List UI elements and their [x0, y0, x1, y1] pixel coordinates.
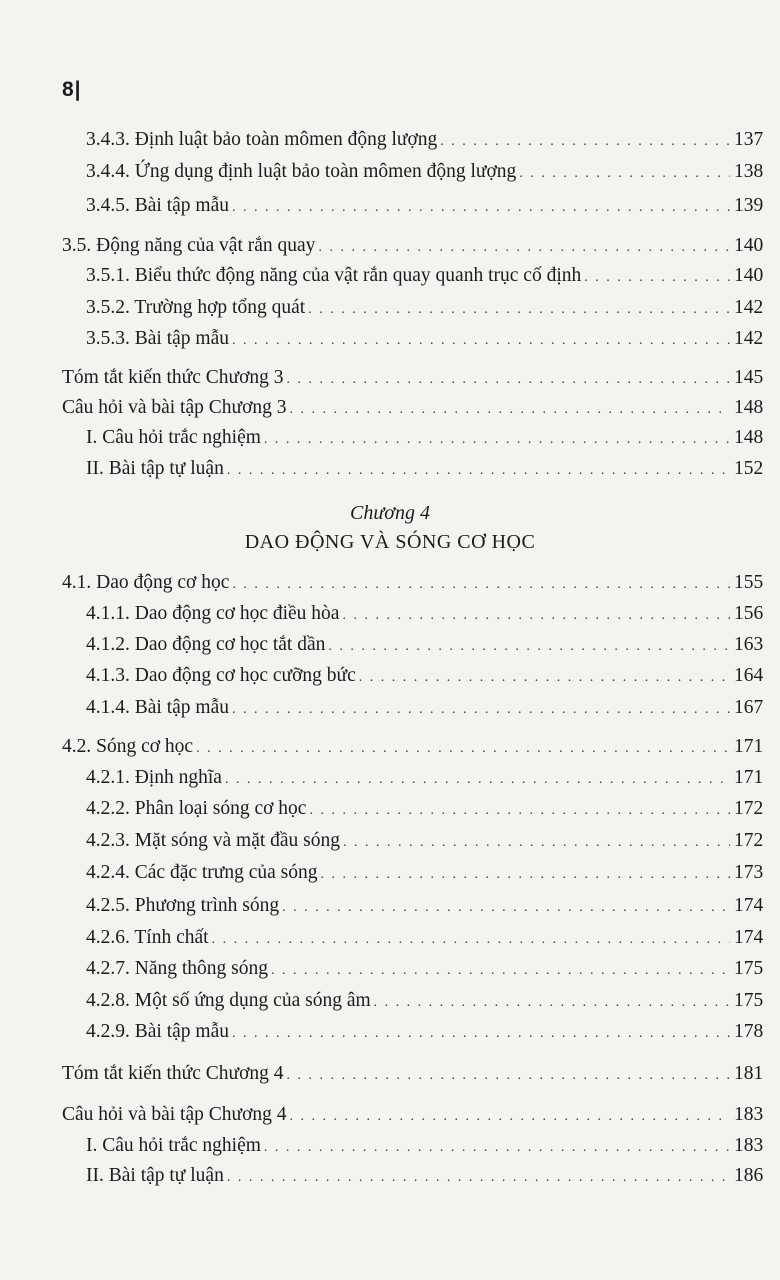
toc-entry[interactable]: [86, 426, 762, 452]
leader-dots: [264, 428, 730, 452]
toc-entry-page: 178: [734, 1021, 764, 1042]
toc-entry[interactable]: [86, 457, 762, 483]
toc-entry-page: 175: [734, 958, 764, 979]
leader-dots: [321, 863, 730, 887]
toc-entry-label: 4.1.4. Bài tập mẫu: [86, 697, 229, 718]
toc-entry[interactable]: [86, 160, 762, 186]
leader-dots: [271, 959, 730, 983]
leader-dots: [232, 329, 730, 353]
leader-dots: [227, 1166, 730, 1190]
toc-entry-page: 186: [734, 1165, 764, 1186]
leader-dots: [308, 298, 730, 322]
toc-entry-label: 4.2.2. Phân loại sóng cơ học: [86, 798, 307, 819]
leader-dots: [519, 162, 730, 186]
toc-entry[interactable]: [62, 366, 762, 392]
toc-entry-page: 183: [734, 1135, 764, 1156]
toc-entry-label: 4.2.4. Các đặc trưng của sóng: [86, 862, 318, 883]
toc-entry-page: 174: [734, 895, 764, 916]
leader-dots: [212, 928, 730, 952]
toc-entry-label: 4.2.3. Mặt sóng và mặt đầu sóng: [86, 830, 341, 851]
toc-entry-label: 4.2.1. Định nghĩa: [86, 767, 222, 788]
toc-entry[interactable]: [62, 396, 762, 422]
toc-entry[interactable]: [62, 234, 762, 260]
toc-entry[interactable]: [62, 571, 762, 597]
toc-entry-page: 156: [734, 603, 764, 624]
leader-dots: [359, 666, 730, 690]
leader-dots: [318, 236, 730, 260]
toc-entry-page: 181: [734, 1063, 764, 1084]
toc-entry-page: 148: [734, 427, 764, 448]
toc-entry-page: 139: [734, 195, 764, 216]
toc-entry-label: Câu hỏi và bài tập Chương 4: [62, 1104, 287, 1125]
toc-entry-label: 3.5.2. Trường hợp tổng quát: [86, 297, 306, 318]
toc-entry-label: 3.4.3. Định luật bảo toàn mômen động lượng: [86, 129, 438, 150]
toc-entry[interactable]: [86, 633, 762, 659]
toc-entry[interactable]: [86, 128, 762, 154]
toc-entry[interactable]: [86, 602, 762, 628]
toc-entry[interactable]: [86, 989, 762, 1015]
toc-entry[interactable]: [86, 194, 762, 220]
toc-entry-page: 171: [734, 736, 764, 757]
toc-entry-label: 4.2.7. Năng thông sóng: [86, 958, 268, 979]
leader-dots: [342, 604, 730, 628]
toc-entry-label: 4.1.3. Dao động cơ học cưỡng bức: [86, 665, 356, 686]
toc-entry-page: 167: [734, 697, 764, 718]
toc-entry-page: 173: [734, 862, 764, 883]
toc-entry-page: 155: [734, 572, 764, 593]
leader-dots: [264, 1136, 730, 1160]
toc-entry-label: 3.5.1. Biểu thức động năng của vật rắn quay quanh trục cố định: [86, 265, 582, 286]
toc-entry-label: II. Bài tập tự luận: [86, 1165, 224, 1186]
toc-entry-page: 174: [734, 927, 764, 948]
toc-entry-label: II. Bài tập tự luận: [86, 458, 224, 479]
toc-entry-label: 4.2.5. Phương trình sóng: [86, 895, 280, 916]
toc-entry-page: 175: [734, 990, 764, 1011]
leader-dots: [227, 459, 730, 483]
toc-entry[interactable]: [86, 696, 762, 722]
page-number: 8|: [62, 78, 82, 101]
toc-entry[interactable]: [86, 926, 762, 952]
toc-entry-page: 148: [734, 397, 764, 418]
toc-entry[interactable]: [62, 735, 762, 761]
leader-dots: [290, 398, 730, 422]
leader-dots: [290, 1105, 730, 1129]
toc-entry-page: 172: [734, 798, 764, 819]
toc-entry-label: 4.1.2. Dao động cơ học tắt dần: [86, 634, 326, 655]
toc-entry-label: 4.1. Dao động cơ học: [62, 572, 230, 593]
toc-entry-label: 4.1.1. Dao động cơ học điều hòa: [86, 603, 340, 624]
toc-entry-label: I. Câu hỏi trắc nghiệm: [86, 427, 261, 448]
toc-entry-label: 4.2. Sóng cơ học: [62, 736, 194, 757]
toc-entry[interactable]: [86, 327, 762, 353]
toc-entry-page: 142: [734, 297, 764, 318]
leader-dots: [232, 573, 730, 597]
toc-entry[interactable]: [86, 894, 762, 920]
toc-entry-page: 183: [734, 1104, 764, 1125]
toc-entry[interactable]: [86, 861, 762, 887]
leader-dots: [440, 130, 730, 154]
toc-entry-page: 164: [734, 665, 764, 686]
toc-entry-label: 3.5. Động năng của vật rắn quay: [62, 235, 316, 256]
toc-entry[interactable]: [86, 1020, 762, 1046]
leader-dots: [232, 1022, 730, 1046]
toc-entry-page: 171: [734, 767, 764, 788]
leader-dots: [309, 799, 730, 823]
toc-entry-page: 163: [734, 634, 764, 655]
leader-dots: [232, 698, 730, 722]
toc-entry-page: 137: [734, 129, 764, 150]
toc-entry-label: 3.4.5. Bài tập mẫu: [86, 195, 229, 216]
toc-entry-label: I. Câu hỏi trắc nghiệm: [86, 1135, 261, 1156]
toc-entry-label: 3.4.4. Ứng dụng định luật bảo toàn mômen động lượng: [86, 161, 517, 182]
toc-entry[interactable]: [62, 1103, 762, 1129]
leader-dots: [328, 635, 730, 659]
toc-entry[interactable]: [62, 1062, 762, 1088]
chapter-label: Chương 4: [350, 502, 430, 524]
toc-entry-label: 4.2.9. Bài tập mẫu: [86, 1021, 229, 1042]
leader-dots: [287, 1064, 730, 1088]
toc-entry-label: Tóm tắt kiến thức Chương 3: [62, 367, 284, 388]
leader-dots: [232, 196, 730, 220]
toc-entry[interactable]: [86, 766, 762, 792]
toc-entry-page: 172: [734, 830, 764, 851]
toc-entry-label: 4.2.8. Một số ứng dụng của sóng âm: [86, 990, 371, 1011]
toc-entry[interactable]: [86, 829, 762, 855]
leader-dots: [584, 266, 730, 290]
toc-entry[interactable]: [86, 1134, 762, 1160]
toc-entry-page: 140: [734, 265, 764, 286]
toc-entry[interactable]: [86, 957, 762, 983]
leader-dots: [225, 768, 730, 792]
chapter-title: DAO ĐỘNG VÀ SÓNG CƠ HỌC: [244, 531, 536, 553]
toc-entry[interactable]: [86, 664, 762, 690]
toc-entry-label: 3.5.3. Bài tập mẫu: [86, 328, 229, 349]
toc-entry-label: 4.2.6. Tính chất: [86, 927, 209, 948]
leader-dots: [196, 737, 730, 761]
leader-dots: [374, 991, 730, 1015]
leader-dots: [287, 368, 730, 392]
toc-entry[interactable]: [86, 1164, 762, 1190]
toc-entry-page: 142: [734, 328, 764, 349]
toc-entry-label: Câu hỏi và bài tập Chương 3: [62, 397, 287, 418]
toc-entry-page: 140: [734, 235, 764, 256]
toc-entry-page: 145: [734, 367, 764, 388]
toc-entry-page: 152: [734, 458, 764, 479]
toc-entry[interactable]: [86, 797, 762, 823]
leader-dots: [343, 831, 730, 855]
toc-entry[interactable]: [86, 264, 762, 290]
leader-dots: [282, 896, 730, 920]
toc-entry-label: Tóm tắt kiến thức Chương 4: [62, 1063, 284, 1084]
toc-entry[interactable]: [86, 296, 762, 322]
toc-entry-page: 138: [734, 161, 764, 182]
